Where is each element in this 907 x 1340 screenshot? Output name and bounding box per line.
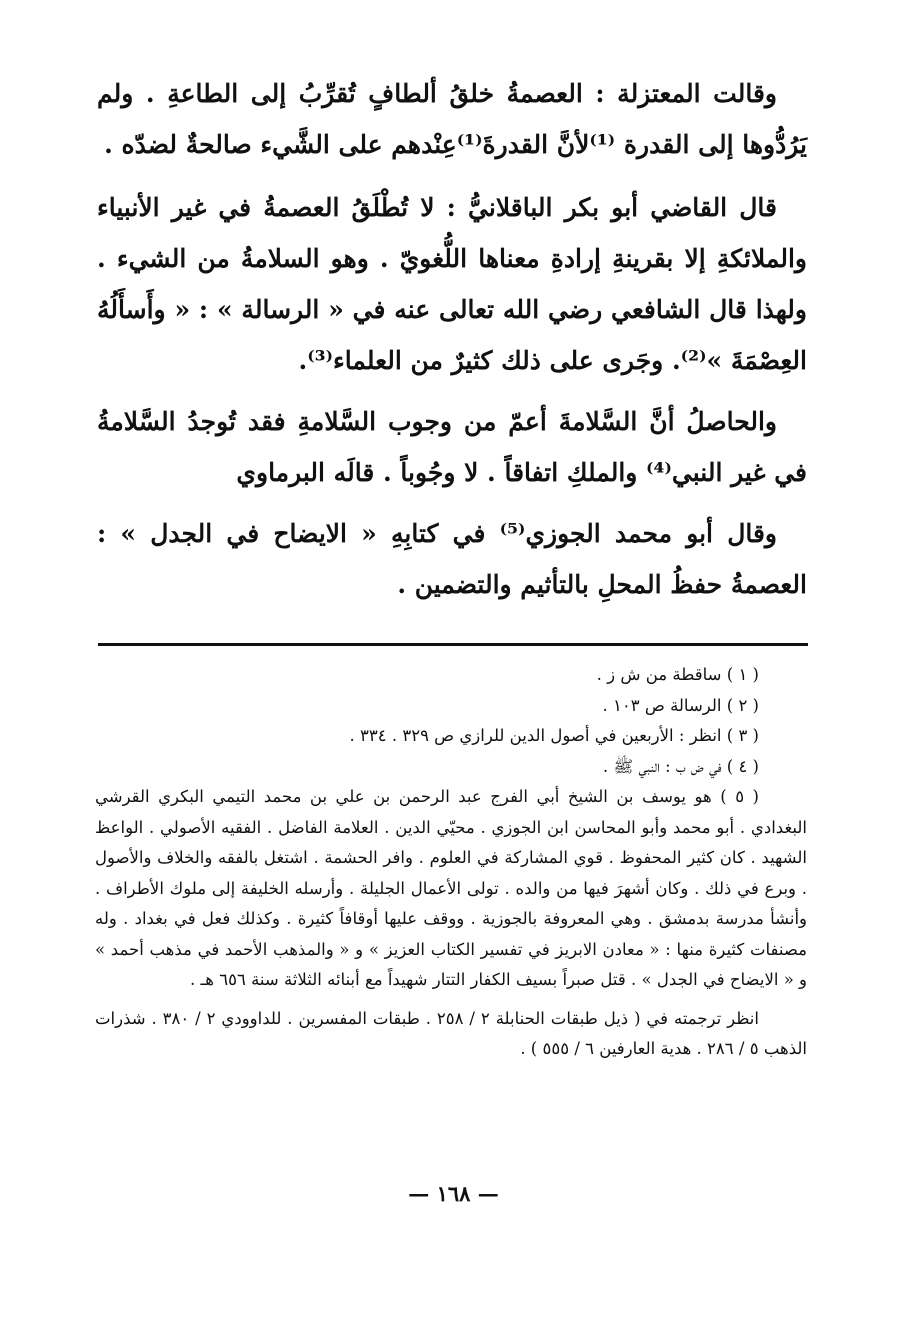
footnote-1: ( ١ ) ساقطة من ش ز .: [596, 665, 759, 684]
footnote-references: انظر ترجمته في ( ذيل طبقات الحنابلة ٢ / ٢٥٨ . طبقات المفسرين . للداوودي ٢ / ٣٨٠ . شذرات الذهب ٥ / ٢٨٦ . هدية العارفين ٦ / ٥٥٥ ) .: [95, 1008, 807, 1058]
footnotes-section: [95, 660, 807, 1065]
paragraph-baqillani: قال القاضي أبو بكر الباقلانيُّ : لا تُطْلَقُ العصمةُ في غير الأنبياء والملائكةِ إلا بقرينةِ إرادةِ معناها اللُّغويّ . وهو السلامةُ من الشيء . ولهذا قال الشافعي رضي الله تعالى عنه في « الرسالة » : « وأَسأَلُهُ العِصْمَةَ »⁽²⁾. وجَرى على ذلك كثيرٌ من العلماء⁽³⁾.: [97, 193, 807, 375]
footnote-2: ( ٢ ) الرسالة ص ١٠٣ .: [602, 695, 759, 715]
paragraph-jawzi: وقال أبو محمد الجوزي⁽⁵⁾ في كتابِهِ « الايضاح في الجدل » : العصمةُ حفظُ المحلِ بالتأثيم والتضمين .: [97, 519, 807, 599]
paragraph-conclusion: والحاصلُ أنَّ السَّلامةَ أعمّ من وجوب السَّلامةِ فقد تُوجدُ السَّلامةُ في غير النبي⁽⁴⁾ والملكِ اتفاقاً . لا وجُوباً . قالَه البرماوي: [97, 407, 807, 487]
paragraph-mutazila: وقالت المعتزلة : العصمةُ خلقُ ألطافٍ تُقرِّبُ إلى الطاعةِ . ولم يَرُدُّوها إلى القدرة ⁽¹⁾لأنَّ القدرةَ⁽¹⁾عِنْدهم على الشَّيء صالحةٌ لضدّه .: [97, 79, 807, 159]
footnote-5: ( ٥ ) هو يوسف بن الشيخ أبي الفرج عبد الرحمن بن علي بن محمد التيمي البكري القرشي البغدادي . أبو محمد وأبو المحاسن ابن الجوزي . محيّي الدين . العلامة الفاضل . الفقيه الأصولي . الواعظ الشهيد . كان كثير المحفوظ . قوي المشاركة في العلوم . وافر الحشمة . اشتغل بالفقه والخلاف والأصول . وبرع في ذلك . وكان أشهرَ فيها من والده . تولى الأعمال الجليلة . وأرسله الخليفة إلى ملوك الأطراف . وأنشأ مدرسة بدمشق . وهي المعروفة بالجوزية . ووقف عليها أوقافاً كثيرة . وكذلك فعل في بغداد . وله مصنفات كثيرة منها : « معادن الابريز في تفسير الكتاب العزيز » و « والمذهب الأحمد في مذهب أحمد » و « الايضاح في الجدل » . قتل صبراً بسيف الكفار التتار شهيداً مع أبنائه الثلاثة سنة ٦٥٦ هـ .: [95, 787, 807, 989]
footnote-4: ( ٤ ) في ض ب : النبي ﷺ .: [602, 756, 759, 776]
footnote-separator-rule: [98, 643, 808, 646]
page-number: — ١٦٨ —: [408, 1181, 499, 1206]
main-body-text: [97, 68, 807, 620]
footnote-3: ( ٣ ) انظر : الأربعين في أصول الدين للرازي ص ٣٢٩ . ٣٣٤ .: [349, 726, 759, 745]
